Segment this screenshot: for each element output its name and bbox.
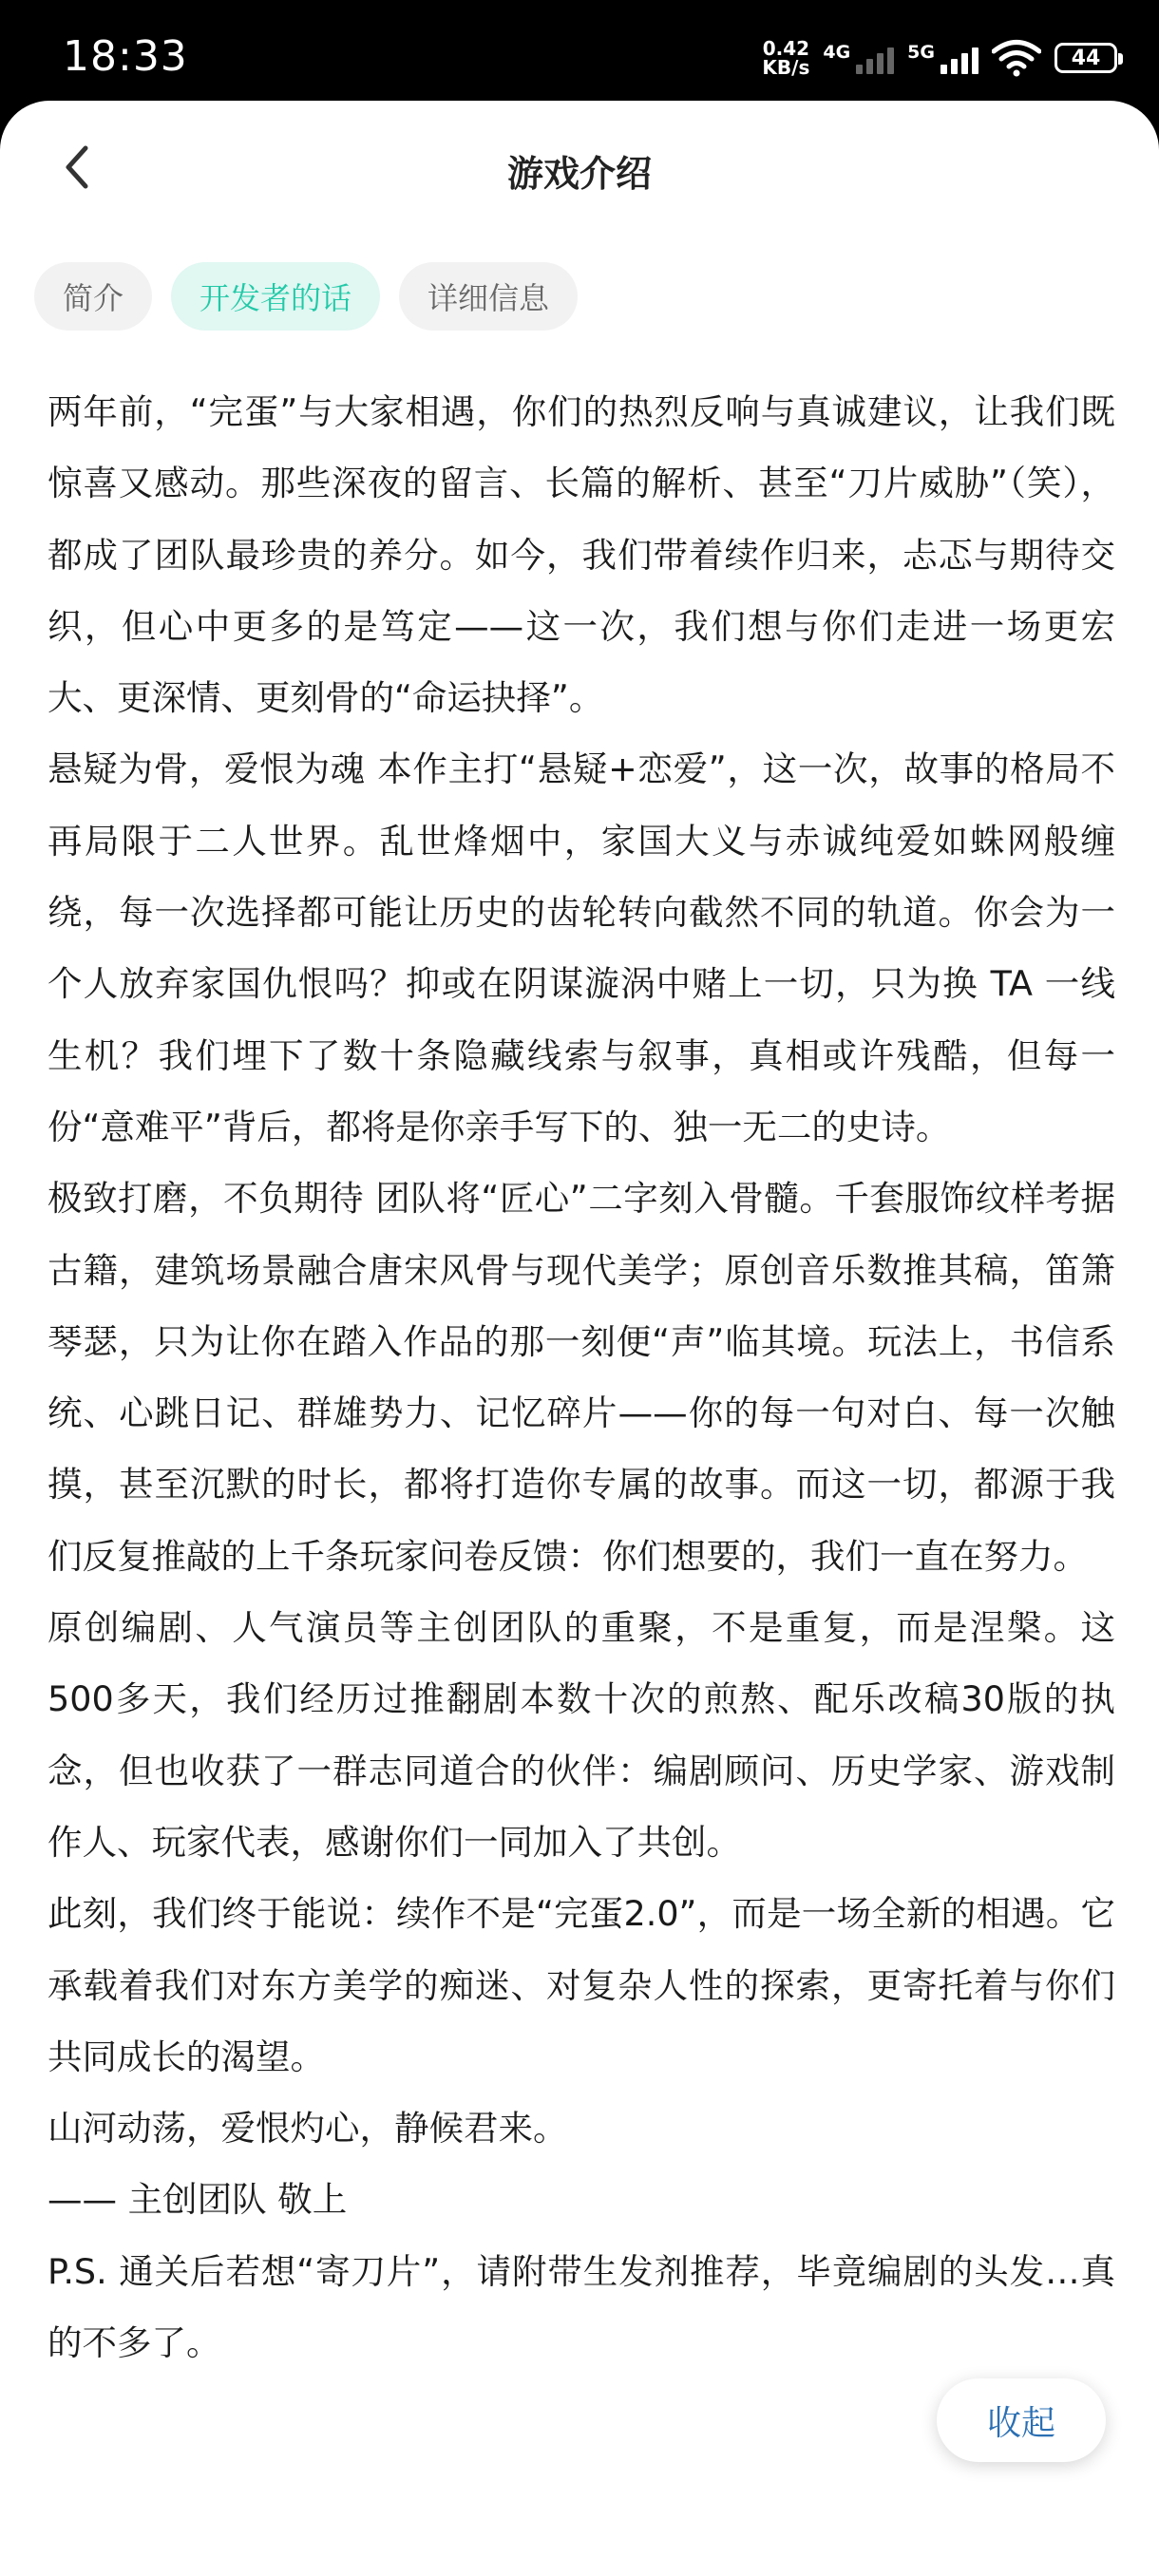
signature: —— 主创团队 敬上 [48, 2179, 348, 2221]
bottom-sheet [0, 101, 1159, 2576]
status-bar [0, 0, 1159, 104]
wifi-icon [992, 39, 1041, 77]
battery-level: 44 [1071, 46, 1101, 70]
network-speed [762, 39, 809, 77]
paragraph: 原创编剧、人气演员等主创团队的重聚，不是重复，而是涅槃。这500多天，我们经历过推翻剧本数十次的煎熬、配乐改稿30版的执念，但也收获了一群志同道合的伙伴：编剧顾问、历史学家、游戏制作人、玩家代表，感谢你们一同加入了共创。 [48, 1607, 1115, 1863]
paragraph: 极致打磨，不负期待 团队将“匠心”二字刻入骨髓。千套服饰纹样考据古籍，建筑场景融合唐宋风骨与现代美学；原创音乐数推其稿，笛箫琴瑟，只为让你在踏入作品的那一刻便“声”临其境。玩法上，书信系统、心跳日记、群雄势力、记忆碎片——你的每一句对白、每一次触摸，甚至沉默的时长，都将打造你专属的故事。而这一切，都源于我们反复推敲的上千条玩家问卷反馈：你们想要的，我们一直在努力。 [48, 1178, 1115, 1577]
status-time: 18:33 [63, 32, 188, 81]
sim2-signal-icon [907, 42, 978, 74]
tab-developer-words[interactable]: 开发者的话 [171, 262, 380, 331]
battery-icon [1054, 43, 1117, 73]
collapse-button[interactable]: 收起 [937, 2378, 1106, 2462]
developer-message [48, 376, 1115, 2378]
tab-intro[interactable]: 简介 [34, 262, 152, 331]
sim1-signal-icon [823, 42, 894, 74]
sim2-label: 5G [907, 42, 935, 63]
sim1-label: 4G [823, 42, 851, 63]
net-speed-unit: KB/s [762, 56, 810, 79]
paragraph: 悬疑为骨，爱恨为魂 本作主打“悬疑+恋爱”，这一次，故事的格局不再局限于二人世界。乱世烽烟中，家国大义与赤诚纯爱如蛛网般缠绕，每一次选择都可能让历史的齿轮转向截然不同的轨道。你会为一个人放弃家国仇恨吗？抑或在阴谋漩涡中赌上一切，只为换 TA 一线生机？我们埋下了数十条隐藏线索与叙事，真相或许残酷，但每一份“意难平”背后，都将是你亲手写下的、独一无二的史诗。 [48, 748, 1115, 1147]
net-speed-value: 0.42 [762, 37, 810, 60]
paragraph: 两年前，“完蛋”与大家相遇，你们的热烈反响与真诚建议，让我们既惊喜又感动。那些深夜的留言、长篇的解析、甚至“刀片威胁”（笑），都成了团队最珍贵的养分。如今，我们带着续作归来，忐忑与期待交织，但心中更多的是笃定——这一次，我们想与你们走进一场更宏大、更深情、更刻骨的“命运抉择”。 [48, 391, 1115, 719]
page-title: 游戏介绍 [506, 153, 652, 195]
tab-bar [34, 262, 578, 331]
status-icons [762, 34, 1117, 82]
paragraph: P.S. 通关后若想“寄刀片”，请附带生发剂推荐，毕竟编剧的头发…真的不多了。 [48, 2250, 1115, 2364]
paragraph: 此刻，我们终于能说：续作不是“完蛋2.0”，而是一场全新的相遇。它承载着我们对东方美学的痴迷、对复杂人性的探索，更寄托着与你们共同成长的渴望。 [48, 1893, 1115, 2077]
tab-details[interactable]: 详细信息 [399, 262, 578, 331]
paragraph: 山河动荡，爱恨灼心，静候君来。 [48, 2108, 568, 2150]
header [0, 101, 1159, 234]
